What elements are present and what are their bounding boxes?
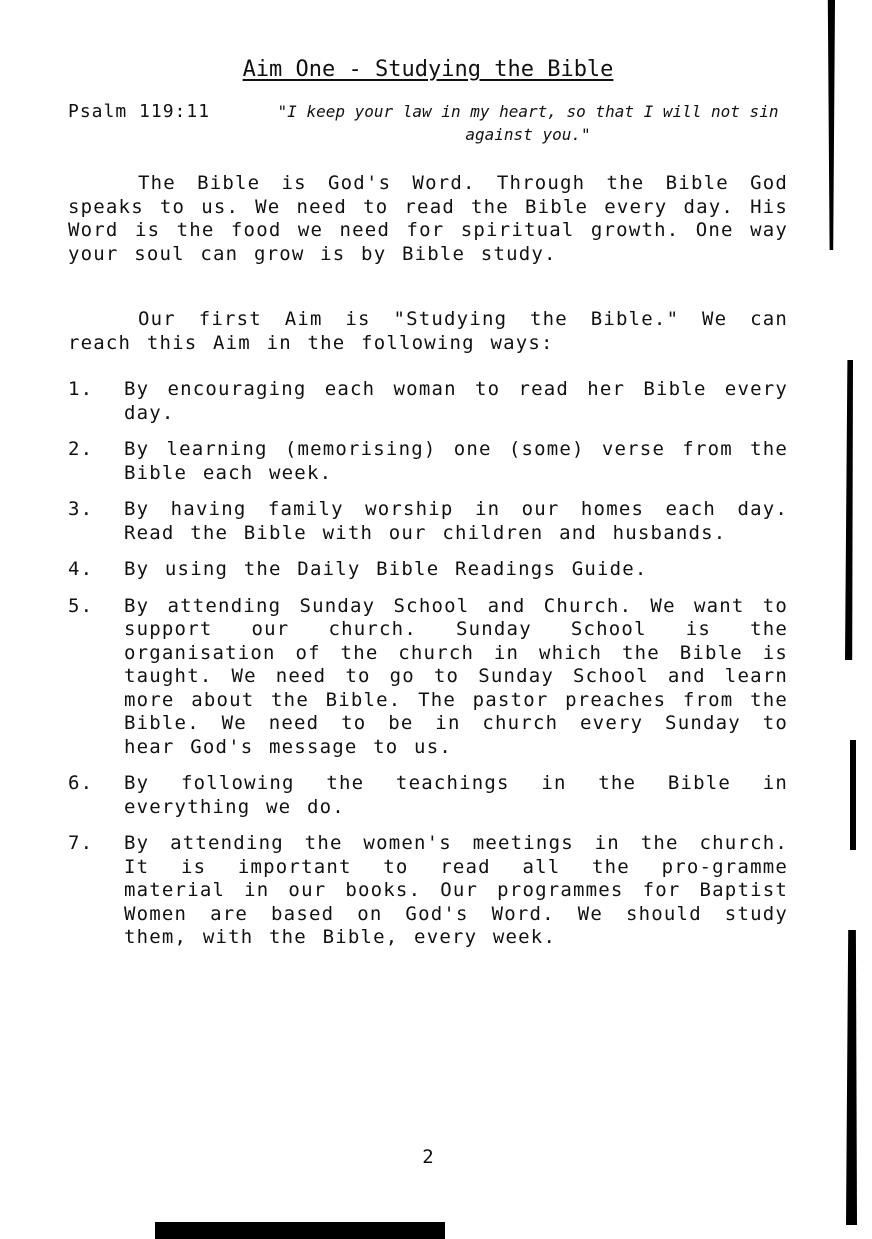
list-item-number: 3. [68, 498, 94, 520]
list-item [68, 772, 788, 819]
list-item-text: By using the Daily Bible Readings Guide. [124, 558, 648, 580]
verse-reference: Psalm 119:11 [68, 101, 211, 122]
list-item-number: 5. [68, 594, 94, 617]
scan-edge-mark-bottom [846, 930, 857, 1225]
scan-edge-mark-middle [845, 360, 853, 660]
scan-edge-mark-top [826, 0, 835, 250]
list-item-number: 6. [68, 772, 94, 794]
list-item-text: By having family worship in our homes each day. Read the Bible with our children and husbands. [124, 498, 788, 544]
intro-paragraph [68, 172, 788, 266]
ways-list [68, 378, 788, 950]
list-item-text: By encouraging each woman to read her Bible every day. [124, 378, 788, 424]
list-item-number: 1. [68, 378, 94, 400]
list-item-text: By attending the women's meetings in the church. It is important to read all the pro-gramme material in our books. Our programmes for Baptist Women are based on God's Word. We should study them, with the Bible, every week. [124, 832, 788, 948]
list-item-number: 4. [68, 558, 94, 580]
verse-text: "I keep your law in my heart, so that I will not sin against you." [277, 102, 779, 144]
list-item-text: By following the teachings in the Bible in everything we do. [124, 772, 788, 818]
page-title: Aim One - Studying the Bible [242, 57, 614, 82]
list-item [68, 378, 788, 425]
list-item-number: 7. [68, 832, 94, 854]
intro-paragraph-text: The Bible is God's Word. Through the Bible God speaks to us. We need to read the Bible every day. His Word is the food we need for spiritual growth. One way your soul can grow is by Bible study. [68, 172, 788, 265]
list-item [68, 832, 788, 950]
scan-bottom-mark [155, 1222, 445, 1239]
list-item-text: By learning (memorising) one (some) verse from the Bible each week. [124, 438, 788, 484]
list-item [68, 498, 788, 545]
page-number: 2 [422, 1146, 434, 1168]
aim-paragraph [68, 308, 788, 355]
aim-paragraph-text: Our first Aim is "Studying the Bible." We can reach this Aim in the following ways: [68, 308, 788, 354]
scan-edge-mark-lower [850, 740, 856, 850]
list-item [68, 438, 788, 485]
list-item [68, 595, 788, 760]
list-item [68, 558, 788, 582]
list-item-number: 2. [68, 438, 94, 460]
list-item-text: By attending Sunday School and Church. We want to support our church. Sunday School is the organisation of the church in which the Bible is taught. We need to go to Sunday School and learn more about the Bible. The pastor preaches from the Bible. We need to be in church every Sunday to hear God's message to us. [124, 594, 788, 758]
